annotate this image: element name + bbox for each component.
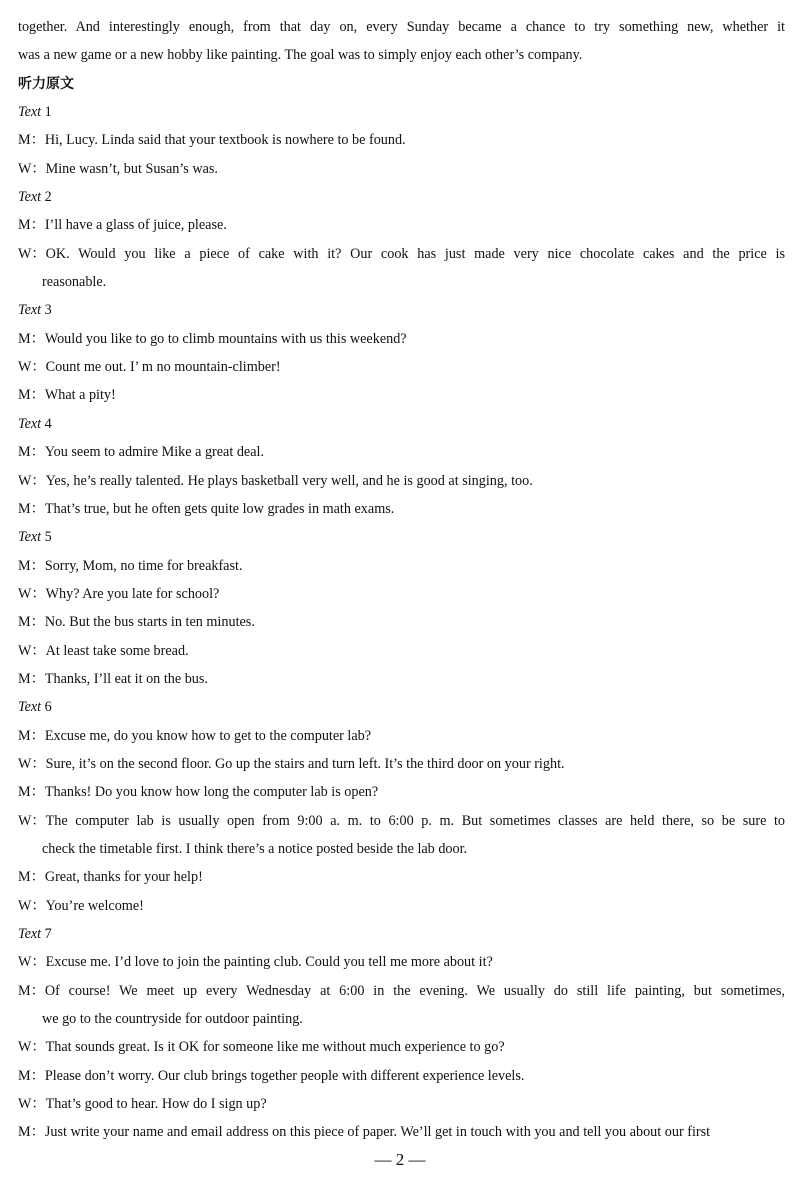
text-heading — [18, 296, 785, 324]
speaker-letter: W — [18, 1096, 32, 1113]
speaker-label — [18, 1118, 45, 1146]
speaker-letter: W — [18, 245, 32, 262]
speaker-letter: W — [18, 897, 32, 914]
speaker-label — [18, 665, 45, 693]
speaker-separator: ： — [31, 755, 46, 772]
dialogue-turn — [18, 240, 785, 268]
speech-text: What a pity! — [44, 387, 116, 404]
speech-text: Excuse me. I’d love to join the painting club. Could you tell me more about it? — [45, 954, 493, 971]
speaker-label — [18, 892, 46, 920]
speaker-separator: ： — [31, 1039, 46, 1056]
text-number: 6 — [44, 699, 52, 716]
speaker-separator: ： — [31, 359, 46, 376]
text-heading — [18, 183, 785, 211]
speaker-separator: ： — [30, 330, 45, 347]
dialogue-turn — [18, 353, 785, 381]
text-number: 3 — [44, 302, 52, 319]
speaker-label — [18, 552, 45, 580]
speaker-letter: W — [18, 472, 32, 489]
text-number: 7 — [44, 926, 52, 942]
speaker-label — [18, 1033, 46, 1061]
text-number: 1 — [44, 104, 52, 121]
dialogue-turn — [18, 1062, 785, 1090]
speaker-letter: M — [18, 784, 31, 801]
intro-line: was a new game or a new hobby like painting. The goal was to simply enjoy each other’s company. — [18, 47, 583, 64]
dialogue-turn — [18, 1033, 785, 1061]
dialogue-turn — [18, 637, 785, 665]
speech-text: Count me out. I’ m no mountain-climber! — [45, 359, 281, 376]
dialogue-turn — [18, 126, 785, 154]
speaker-label — [18, 211, 45, 239]
speaker-label — [18, 381, 45, 409]
speaker-label — [18, 1062, 45, 1090]
speaker-separator: ： — [31, 245, 46, 262]
speaker-letter: W — [18, 954, 32, 971]
speech-text: That sounds great. Is it OK for someone like me without much experience to go? — [45, 1039, 505, 1056]
speech-text: Would you like to go to climb mountains with us this weekend? — [44, 330, 407, 347]
text-heading — [18, 920, 785, 948]
speaker-letter: M — [18, 727, 31, 744]
speech-text: Just write your name and email address on this piece of paper. We’ll get in touch with you and tell you about our first — [44, 1124, 711, 1141]
text-heading — [18, 410, 785, 438]
speaker-letter: W — [18, 755, 32, 772]
speaker-separator: ： — [30, 670, 45, 687]
dialogue-turn — [18, 608, 785, 636]
dialogue-turn — [18, 892, 785, 920]
dialogue-turn — [18, 1118, 785, 1146]
text-label: Text — [18, 415, 42, 432]
speaker-letter: W — [18, 642, 32, 659]
speaker-label — [18, 495, 45, 523]
speaker-separator: ： — [30, 132, 45, 149]
speaker-separator: ： — [31, 160, 46, 177]
speech-text: I’ll have a glass of juice, please. — [44, 217, 227, 234]
speech-text: The computer lab is usually open from 9:00 a. m. to 6:00 p. m. But sometimes classes are held there, so be sure to — [45, 812, 785, 829]
speech-text: Why? Are you late for school? — [45, 585, 220, 602]
text-label: Text — [18, 529, 42, 546]
speaker-letter: M — [18, 1124, 31, 1141]
text-heading — [18, 98, 785, 126]
speaker-separator: ： — [31, 642, 46, 659]
speaker-separator: ： — [31, 472, 46, 489]
dialogue-turn — [18, 381, 785, 409]
text-number: 5 — [44, 529, 52, 546]
speech-continuation: check the timetable first. I think there’s a notice posted beside the lab door. — [42, 840, 468, 857]
speaker-letter: M — [18, 217, 31, 234]
dialogue-turn — [18, 948, 785, 976]
section-title: 听力原文 — [18, 75, 74, 92]
speaker-separator: ： — [31, 897, 46, 914]
document-page — [18, 13, 785, 1147]
dialogue-turn — [18, 722, 785, 750]
dialogue-turn — [18, 750, 785, 778]
text-label: Text — [18, 104, 42, 121]
speaker-label — [18, 155, 46, 183]
dialogue-turn — [18, 467, 785, 495]
speaker-separator: ： — [30, 557, 45, 574]
speech-text: Thanks, I’ll eat it on the bus. — [44, 670, 208, 687]
speaker-separator: ： — [31, 954, 46, 971]
dialogue-turn — [18, 863, 785, 891]
speaker-separator: ： — [31, 1096, 46, 1113]
speaker-separator: ： — [30, 217, 45, 234]
speaker-letter: M — [18, 869, 31, 886]
text-number: 4 — [44, 415, 52, 432]
speaker-letter: M — [18, 132, 31, 149]
speaker-label — [18, 325, 45, 353]
speaker-letter: M — [18, 614, 31, 631]
speaker-separator: ： — [30, 444, 45, 461]
speaker-label — [18, 750, 46, 778]
speaker-letter: W — [18, 585, 32, 602]
speaker-letter: M — [18, 387, 31, 404]
text-heading — [18, 523, 785, 551]
speaker-letter: M — [18, 500, 31, 517]
speech-text: Please don’t worry. Our club brings together people with different experience levels. — [44, 1067, 525, 1084]
intro-line: together. And interestingly enough, from that day on, every Sunday became a chance to try something new, whether it — [18, 19, 785, 35]
speaker-letter: W — [18, 160, 32, 177]
speaker-separator: ： — [30, 1067, 45, 1084]
text-label: Text — [18, 699, 42, 716]
dialogue-turn — [18, 552, 785, 580]
dialogue-turn — [18, 665, 785, 693]
page-number: — 2 — — [374, 1150, 426, 1169]
speaker-separator: ： — [30, 982, 45, 999]
speaker-letter: M — [18, 557, 31, 574]
speech-text: You seem to admire Mike a great deal. — [44, 444, 265, 461]
speaker-label — [18, 1090, 46, 1118]
speaker-label — [18, 948, 46, 976]
speaker-label — [18, 438, 45, 466]
speaker-label — [18, 977, 45, 1005]
speech-text: OK. Would you like a piece of cake with it? Our cook has just made very nice chocolate cakes and the price is — [45, 245, 785, 262]
speaker-separator: ： — [30, 784, 45, 801]
speaker-separator: ： — [31, 812, 46, 829]
speaker-letter: M — [18, 1067, 31, 1084]
speech-text: No. But the bus starts in ten minutes. — [44, 614, 255, 631]
speech-text: Sorry, Mom, no time for breakfast. — [44, 557, 243, 574]
speech-text: That’s good to hear. How do I sign up? — [45, 1096, 267, 1113]
dialogue-turn — [18, 155, 785, 183]
speech-text: Hi, Lucy. Linda said that your textbook is nowhere to be found. — [44, 132, 406, 149]
dialogue-turn — [18, 778, 785, 806]
dialogue-turn — [18, 977, 785, 1005]
speech-text: Excuse me, do you know how to get to the computer lab? — [44, 727, 372, 744]
speech-text: Of course! We meet up every Wednesday at 6:00 in the evening. We usually do still life painting, but sometimes, — [44, 982, 785, 999]
speaker-label — [18, 126, 45, 154]
text-number: 2 — [44, 189, 52, 206]
speaker-letter: M — [18, 982, 31, 999]
dialogue-turn — [18, 495, 785, 523]
speaker-separator: ： — [30, 500, 45, 517]
speaker-label — [18, 353, 46, 381]
speaker-separator: ： — [30, 869, 45, 886]
speech-text: You’re welcome! — [45, 897, 144, 914]
speech-continuation: we go to the countryside for outdoor painting. — [42, 1011, 303, 1028]
speaker-letter: M — [18, 670, 31, 687]
speech-text: Yes, he’s really talented. He plays basketball very well, and he is good at singing, too. — [45, 472, 533, 489]
transcript — [18, 98, 785, 1147]
speaker-separator: ： — [30, 387, 45, 404]
dialogue-turn — [18, 1090, 785, 1118]
speaker-label — [18, 608, 45, 636]
speaker-label — [18, 467, 46, 495]
speaker-label — [18, 240, 46, 268]
speech-text: Sure, it’s on the second floor. Go up the stairs and turn left. It’s the third door on your right. — [45, 755, 565, 772]
text-heading — [18, 693, 785, 721]
speaker-label — [18, 778, 45, 806]
text-label: Text — [18, 926, 42, 942]
dialogue-turn — [18, 211, 785, 239]
speaker-label — [18, 580, 46, 608]
dialogue-turn — [18, 580, 785, 608]
speaker-letter: M — [18, 444, 31, 461]
speech-text: That’s true, but he often gets quite low grades in math exams. — [44, 500, 395, 517]
speaker-letter: M — [18, 330, 31, 347]
speaker-separator: ： — [30, 614, 45, 631]
speaker-letter: W — [18, 359, 32, 376]
speech-continuation: reasonable. — [42, 274, 107, 291]
speaker-letter: W — [18, 812, 32, 829]
speaker-label — [18, 637, 46, 665]
text-label: Text — [18, 302, 42, 319]
speaker-label — [18, 807, 46, 835]
speaker-separator: ： — [30, 1124, 45, 1141]
speaker-separator: ： — [30, 727, 45, 744]
speaker-letter: W — [18, 1039, 32, 1056]
speech-text: Great, thanks for your help! — [44, 869, 203, 886]
text-label: Text — [18, 189, 42, 206]
dialogue-turn — [18, 807, 785, 835]
speaker-label — [18, 863, 45, 891]
speech-text: Thanks! Do you know how long the computer lab is open? — [44, 784, 379, 801]
dialogue-turn — [18, 325, 785, 353]
speaker-separator: ： — [31, 585, 46, 602]
speech-text: At least take some bread. — [45, 642, 189, 659]
speech-text: Mine wasn’t, but Susan’s was. — [45, 160, 218, 177]
dialogue-turn — [18, 438, 785, 466]
speaker-label — [18, 722, 45, 750]
